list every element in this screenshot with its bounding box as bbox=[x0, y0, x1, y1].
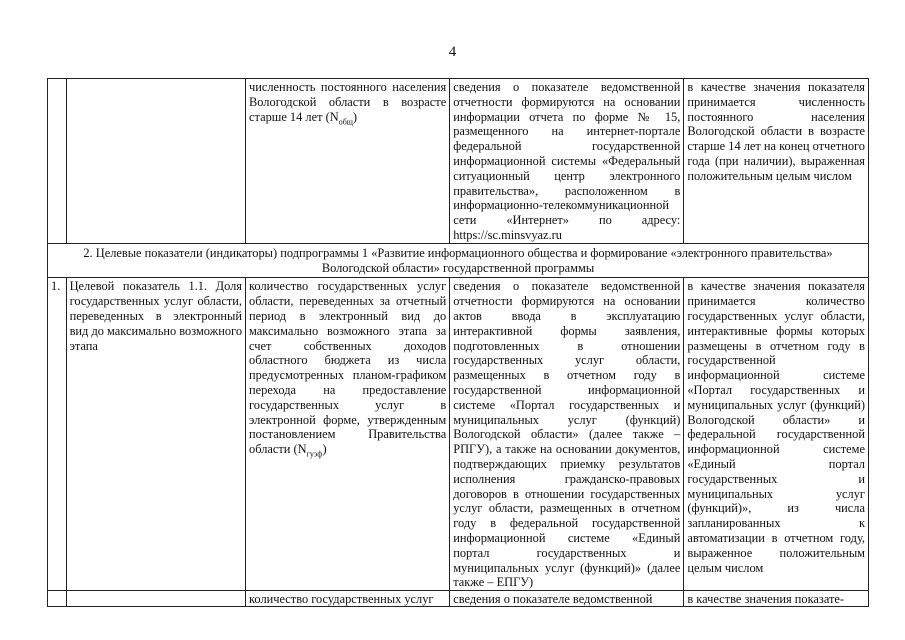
row-number-cell: 1. bbox=[48, 278, 67, 591]
indicators-table bbox=[47, 78, 869, 607]
method-cell: в качестве значения показателя принимается численность постоянного населения Вологодской области в возрасте старше 14 лет на конец отчетного года (при наличии), выраженная положительным целым числом bbox=[684, 79, 869, 244]
row-number-cell bbox=[48, 591, 67, 607]
table-row bbox=[48, 591, 869, 607]
formula-tail: ) bbox=[352, 109, 358, 124]
page-number: 4 bbox=[448, 44, 457, 60]
table-row bbox=[48, 79, 869, 244]
formula-tail: ) bbox=[322, 442, 327, 457]
indicator-name-cell: Целевой показатель 1.1. Доля государственных услуг области, переведенных в электронный вид до максимально возможного этапа bbox=[66, 278, 245, 591]
formula-text: количество государственных услуг bbox=[249, 592, 434, 607]
formula-subscript: общ bbox=[338, 117, 353, 127]
method-text: в качестве значения показате- bbox=[687, 592, 845, 607]
formula-cell bbox=[246, 591, 450, 607]
source-text: сведения о показателе ведомственной bbox=[453, 592, 653, 607]
row-number-cell bbox=[48, 79, 67, 244]
indicator-name-cell bbox=[66, 591, 245, 607]
formula-text: численность постоянного населения Вологодской области в возрасте старше 14 лет (N bbox=[249, 80, 447, 124]
formula-cell bbox=[246, 79, 450, 244]
method-cell: в качестве значения показателя принимается количество государственных услуг области, интерактивные формы которых размещены в отчетном году в государственной информационной системе «Портал государственных и муниципальных услуг (функций) Вологодской области» и федеральной государственной информационной системе «Единый портал государственных и муниципальных услуг (функций)», из числа запланированных к автоматизации в отчетном году, выраженное положительным целым числом bbox=[684, 278, 869, 591]
table-row bbox=[48, 278, 869, 591]
source-cell bbox=[450, 591, 684, 607]
formula-cell bbox=[246, 278, 450, 591]
section-header-row bbox=[48, 243, 869, 278]
section-title: 2. Целевые показатели (индикаторы) подпрограммы 1 «Развитие информационного общества и формирование «электронного правительства» Вологодской области» государственной программы bbox=[48, 243, 869, 278]
formula-text: количество государственных услуг области, переведенных за отчетный период в электронный вид до максимально возможного этапа за счет собственных доходов областного бюджета из числа предусмотренных планом-графиком перехода на предоставление государственных услуг в электронной форме, утвержденным постановлением Правительства области (N bbox=[249, 279, 447, 457]
method-cell bbox=[684, 591, 869, 607]
formula-subscript: гуэф bbox=[306, 449, 323, 459]
source-cell: сведения о показателе ведомственной отчетности формируются на основании актов ввода в эксплуатацию интерактивной формы заявления, подготовленных в отношении государственных услуг области, размещенных в отчетном году в государственной информационной системе «Портал государственных и муниципальных услуг (функций) Вологодской области» (далее также – РПГУ), а также на основании документов, подтверждающих приемку результатов исполнения гражданско-правовых договоров в отношении государственных услуг области, размещенных в отчетном году в федеральной государственной информационной системе «Единый портал государственных и муниципальных услуг (функций)» (далее также – ЕПГУ) bbox=[450, 278, 684, 591]
indicator-name-cell bbox=[66, 79, 245, 244]
source-cell: сведения о показателе ведомственной отчетности формируются на основании информации отчета по форме № 15, размещенного на интернет-портале федеральной государственной информационной системы «Федеральный ситуационный центр электронного правительства», расположенном в информационно-телекоммуникационной сети «Интернет» по адресу: https://sc.minsvyaz.ru bbox=[450, 79, 684, 244]
